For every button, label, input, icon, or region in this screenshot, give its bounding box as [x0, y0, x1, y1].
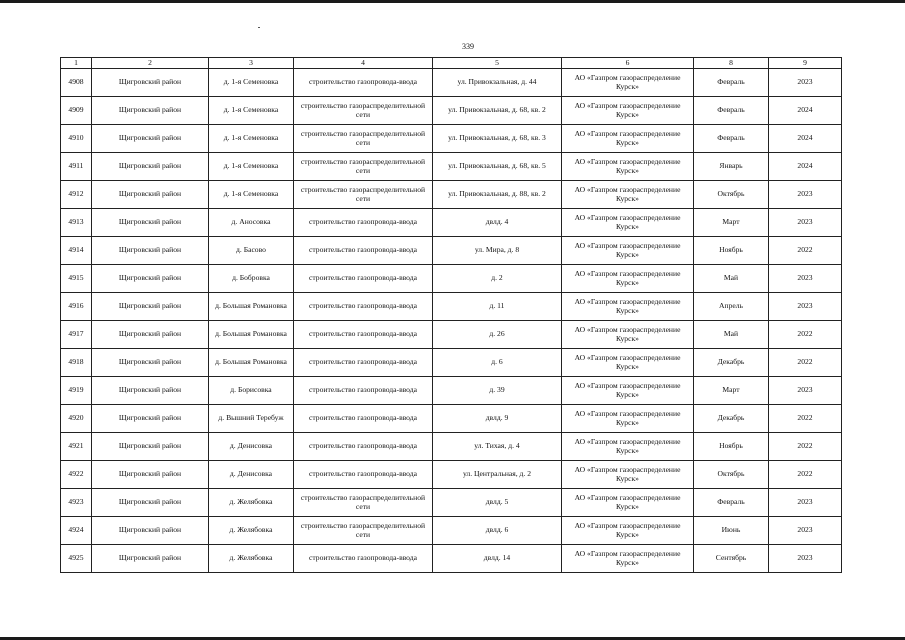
- organization-cell: АО «Газпром газораспределение Курск»: [562, 405, 694, 433]
- registry-table: [60, 57, 842, 573]
- header-cell: 1: [61, 58, 92, 69]
- organization-cell: АО «Газпром газораспределение Курск»: [562, 377, 694, 405]
- district-cell: Щигровский район: [92, 69, 209, 97]
- year-cell: 2023: [769, 489, 842, 517]
- header-cell: 5: [433, 58, 562, 69]
- settlement-cell: д. 1-я Семеновка: [209, 181, 294, 209]
- district-cell: Щигровский район: [92, 405, 209, 433]
- work-type-cell: строительство газопровода-ввода: [294, 69, 433, 97]
- organization-cell: АО «Газпром газораспределение Курск»: [562, 349, 694, 377]
- row-number-cell: 4915: [61, 265, 92, 293]
- table-row: [61, 97, 842, 125]
- page-number: 339: [462, 42, 474, 51]
- settlement-cell: д. Аносовка: [209, 209, 294, 237]
- month-cell: Декабрь: [694, 405, 769, 433]
- month-cell: Март: [694, 209, 769, 237]
- month-cell: Ноябрь: [694, 237, 769, 265]
- settlement-cell: д. Басово: [209, 237, 294, 265]
- work-type-cell: строительство газопровода-ввода: [294, 265, 433, 293]
- organization-cell: АО «Газпром газораспределение Курск»: [562, 517, 694, 545]
- row-number-cell: 4919: [61, 377, 92, 405]
- work-type-cell: строительство газораспределительной сети: [294, 517, 433, 545]
- settlement-cell: д. 1-я Семеновка: [209, 97, 294, 125]
- year-cell: 2022: [769, 321, 842, 349]
- table-row: [61, 461, 842, 489]
- settlement-cell: д. 1-я Семеновка: [209, 153, 294, 181]
- table-row: [61, 517, 842, 545]
- settlement-cell: д. 1-я Семеновка: [209, 125, 294, 153]
- table-row: [61, 321, 842, 349]
- header-cell: 3: [209, 58, 294, 69]
- organization-cell: АО «Газпром газораспределение Курск»: [562, 545, 694, 573]
- year-cell: 2023: [769, 377, 842, 405]
- row-number-cell: 4920: [61, 405, 92, 433]
- year-cell: 2022: [769, 405, 842, 433]
- table-row: [61, 153, 842, 181]
- settlement-cell: д. Борисовка: [209, 377, 294, 405]
- address-cell: ул. Привокзальная, д. 68, кв. 2: [433, 97, 562, 125]
- work-type-cell: строительство газораспределительной сети: [294, 97, 433, 125]
- year-cell: 2024: [769, 97, 842, 125]
- settlement-cell: д. Желябовка: [209, 545, 294, 573]
- organization-cell: АО «Газпром газораспределение Курск»: [562, 321, 694, 349]
- row-number-cell: 4916: [61, 293, 92, 321]
- district-cell: Щигровский район: [92, 461, 209, 489]
- district-cell: Щигровский район: [92, 209, 209, 237]
- row-number-cell: 4909: [61, 97, 92, 125]
- scan-edge-top: [0, 0, 905, 3]
- row-number-cell: 4921: [61, 433, 92, 461]
- year-cell: 2023: [769, 209, 842, 237]
- year-cell: 2022: [769, 349, 842, 377]
- address-cell: двлд. 4: [433, 209, 562, 237]
- header-row: [61, 58, 842, 69]
- year-cell: 2024: [769, 153, 842, 181]
- table-row: [61, 433, 842, 461]
- settlement-cell: д. Вышний Теребуж: [209, 405, 294, 433]
- organization-cell: АО «Газпром газораспределение Курск»: [562, 237, 694, 265]
- work-type-cell: строительство газораспределительной сети: [294, 153, 433, 181]
- address-cell: двлд. 9: [433, 405, 562, 433]
- address-cell: д. 26: [433, 321, 562, 349]
- row-number-cell: 4908: [61, 69, 92, 97]
- year-cell: 2022: [769, 433, 842, 461]
- address-cell: д. 11: [433, 293, 562, 321]
- district-cell: Щигровский район: [92, 125, 209, 153]
- organization-cell: АО «Газпром газораспределение Курск»: [562, 69, 694, 97]
- year-cell: 2023: [769, 69, 842, 97]
- district-cell: Щигровский район: [92, 293, 209, 321]
- row-number-cell: 4925: [61, 545, 92, 573]
- district-cell: Щигровский район: [92, 489, 209, 517]
- work-type-cell: строительство газопровода-ввода: [294, 209, 433, 237]
- year-cell: 2023: [769, 517, 842, 545]
- table-row: [61, 181, 842, 209]
- year-cell: 2022: [769, 461, 842, 489]
- address-cell: двлд. 14: [433, 545, 562, 573]
- address-cell: ул. Тихая, д. 4: [433, 433, 562, 461]
- month-cell: Июнь: [694, 517, 769, 545]
- header-cell: 9: [769, 58, 842, 69]
- year-cell: 2023: [769, 181, 842, 209]
- organization-cell: АО «Газпром газораспределение Курск»: [562, 181, 694, 209]
- district-cell: Щигровский район: [92, 377, 209, 405]
- work-type-cell: строительство газопровода-ввода: [294, 237, 433, 265]
- table-row: [61, 349, 842, 377]
- organization-cell: АО «Газпром газораспределение Курск»: [562, 265, 694, 293]
- month-cell: Февраль: [694, 489, 769, 517]
- work-type-cell: строительство газораспределительной сети: [294, 489, 433, 517]
- table-row: [61, 489, 842, 517]
- address-cell: ул. Центральная, д. 2: [433, 461, 562, 489]
- organization-cell: АО «Газпром газораспределение Курск»: [562, 433, 694, 461]
- organization-cell: АО «Газпром газораспределение Курск»: [562, 293, 694, 321]
- year-cell: 2023: [769, 545, 842, 573]
- header-cell: 8: [694, 58, 769, 69]
- month-cell: Ноябрь: [694, 433, 769, 461]
- row-number-cell: 4922: [61, 461, 92, 489]
- organization-cell: АО «Газпром газораспределение Курск»: [562, 97, 694, 125]
- month-cell: Май: [694, 265, 769, 293]
- month-cell: Февраль: [694, 125, 769, 153]
- work-type-cell: строительство газопровода-ввода: [294, 405, 433, 433]
- month-cell: Март: [694, 377, 769, 405]
- address-cell: ул. Мира, д. 8: [433, 237, 562, 265]
- header-cell: 4: [294, 58, 433, 69]
- table-row: [61, 209, 842, 237]
- work-type-cell: строительство газораспределительной сети: [294, 181, 433, 209]
- organization-cell: АО «Газпром газораспределение Курск»: [562, 125, 694, 153]
- month-cell: Февраль: [694, 69, 769, 97]
- table-row: [61, 293, 842, 321]
- district-cell: Щигровский район: [92, 321, 209, 349]
- work-type-cell: строительство газопровода-ввода: [294, 461, 433, 489]
- row-number-cell: 4918: [61, 349, 92, 377]
- header-cell: 6: [562, 58, 694, 69]
- settlement-cell: д. Бобровка: [209, 265, 294, 293]
- address-cell: ул. Привокзальная, д. 88, кв. 2: [433, 181, 562, 209]
- settlement-cell: д. Большая Романовка: [209, 321, 294, 349]
- settlement-cell: д. Желябовка: [209, 517, 294, 545]
- header-cell: 2: [92, 58, 209, 69]
- work-type-cell: строительство газопровода-ввода: [294, 545, 433, 573]
- row-number-cell: 4913: [61, 209, 92, 237]
- year-cell: 2023: [769, 265, 842, 293]
- row-number-cell: 4914: [61, 237, 92, 265]
- table-row: [61, 265, 842, 293]
- district-cell: Щигровский район: [92, 265, 209, 293]
- scan-speck: [258, 27, 260, 28]
- row-number-cell: 4923: [61, 489, 92, 517]
- district-cell: Щигровский район: [92, 181, 209, 209]
- month-cell: Февраль: [694, 97, 769, 125]
- address-cell: д. 6: [433, 349, 562, 377]
- month-cell: Декабрь: [694, 349, 769, 377]
- address-cell: д. 2: [433, 265, 562, 293]
- table-row: [61, 69, 842, 97]
- work-type-cell: строительство газораспределительной сети: [294, 125, 433, 153]
- address-cell: ул. Привокзальная, д. 68, кв. 3: [433, 125, 562, 153]
- work-type-cell: строительство газопровода-ввода: [294, 433, 433, 461]
- month-cell: Октябрь: [694, 461, 769, 489]
- table-row: [61, 125, 842, 153]
- district-cell: Щигровский район: [92, 349, 209, 377]
- address-cell: ул. Привокзальная, д. 44: [433, 69, 562, 97]
- settlement-cell: д. Денисовка: [209, 461, 294, 489]
- address-cell: д. 39: [433, 377, 562, 405]
- year-cell: 2024: [769, 125, 842, 153]
- row-number-cell: 4911: [61, 153, 92, 181]
- month-cell: Сентябрь: [694, 545, 769, 573]
- settlement-cell: д. Большая Романовка: [209, 293, 294, 321]
- district-cell: Щигровский район: [92, 153, 209, 181]
- month-cell: Апрель: [694, 293, 769, 321]
- work-type-cell: строительство газопровода-ввода: [294, 293, 433, 321]
- settlement-cell: д. Желябовка: [209, 489, 294, 517]
- row-number-cell: 4910: [61, 125, 92, 153]
- address-cell: ул. Привокзальная, д. 68, кв. 5: [433, 153, 562, 181]
- table-body: [61, 69, 842, 573]
- row-number-cell: 4917: [61, 321, 92, 349]
- work-type-cell: строительство газопровода-ввода: [294, 377, 433, 405]
- year-cell: 2022: [769, 237, 842, 265]
- month-cell: Январь: [694, 153, 769, 181]
- month-cell: Октябрь: [694, 181, 769, 209]
- district-cell: Щигровский район: [92, 97, 209, 125]
- row-number-cell: 4924: [61, 517, 92, 545]
- work-type-cell: строительство газопровода-ввода: [294, 321, 433, 349]
- table-row: [61, 405, 842, 433]
- address-cell: двлд. 5: [433, 489, 562, 517]
- settlement-cell: д. Денисовка: [209, 433, 294, 461]
- organization-cell: АО «Газпром газораспределение Курск»: [562, 153, 694, 181]
- table-row: [61, 377, 842, 405]
- month-cell: Май: [694, 321, 769, 349]
- work-type-cell: строительство газопровода-ввода: [294, 349, 433, 377]
- organization-cell: АО «Газпром газораспределение Курск»: [562, 461, 694, 489]
- address-cell: двлд. 6: [433, 517, 562, 545]
- district-cell: Щигровский район: [92, 433, 209, 461]
- district-cell: Щигровский район: [92, 545, 209, 573]
- row-number-cell: 4912: [61, 181, 92, 209]
- table-row: [61, 237, 842, 265]
- settlement-cell: д. 1-я Семеновка: [209, 69, 294, 97]
- organization-cell: АО «Газпром газораспределение Курск»: [562, 489, 694, 517]
- organization-cell: АО «Газпром газораспределение Курск»: [562, 209, 694, 237]
- table-row: [61, 545, 842, 573]
- district-cell: Щигровский район: [92, 237, 209, 265]
- district-cell: Щигровский район: [92, 517, 209, 545]
- year-cell: 2023: [769, 293, 842, 321]
- settlement-cell: д. Большая Романовка: [209, 349, 294, 377]
